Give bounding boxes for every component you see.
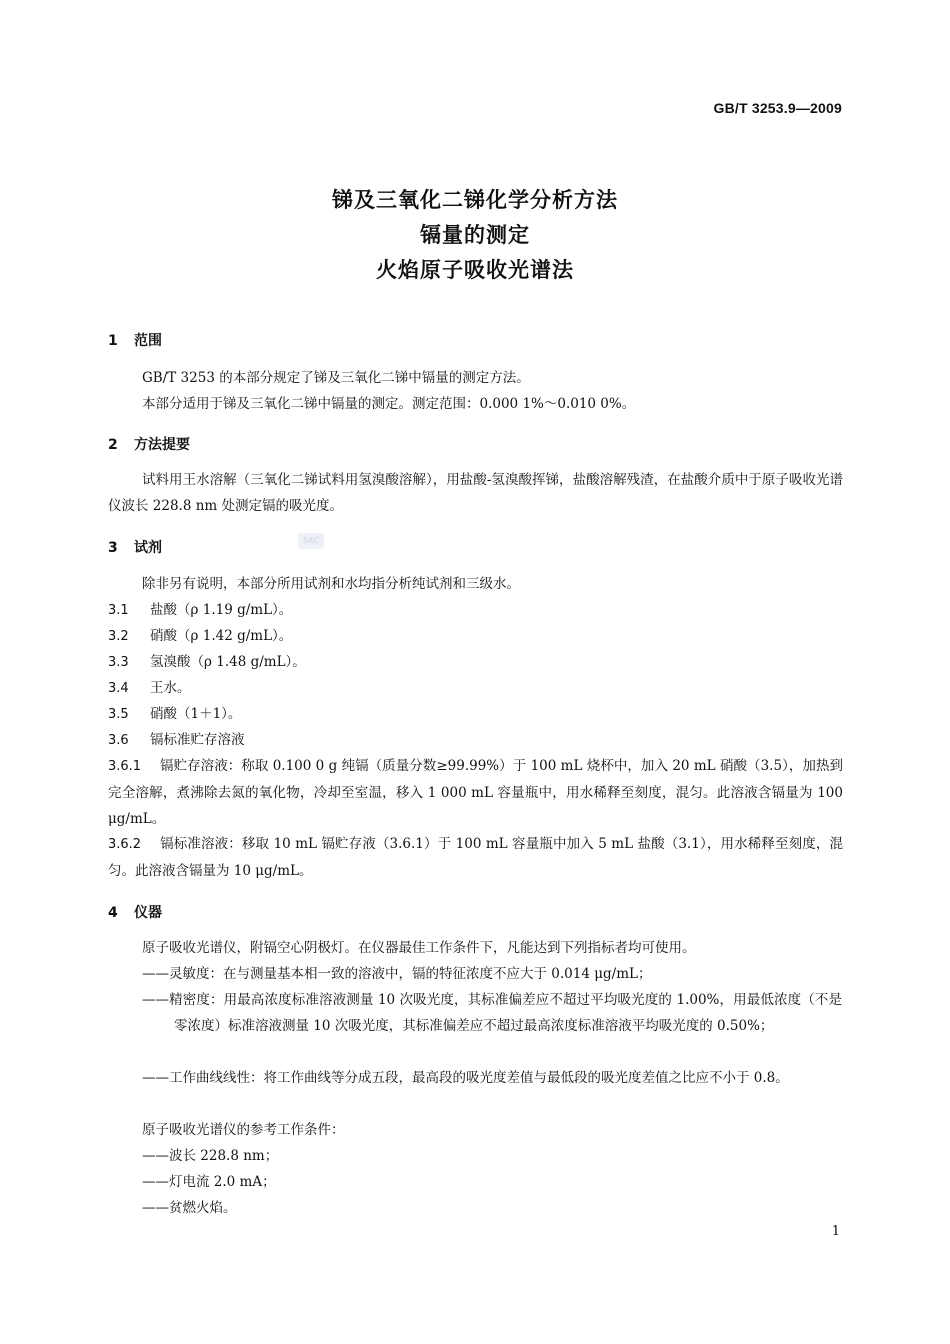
section-4-heading — [108, 902, 162, 922]
section-title: 方法提要 — [134, 437, 190, 453]
item-text: 镉标准贮存溶液 — [150, 732, 245, 748]
page-number: 1 — [831, 1224, 840, 1239]
section-1-heading — [108, 330, 162, 350]
item-number: 3.3 — [108, 655, 129, 670]
item-number: 3.6 — [108, 733, 129, 748]
document-title-line-1: 锑及三氧化二锑化学分析方法 — [332, 188, 618, 212]
item-text: 王水。 — [150, 680, 191, 696]
standard-code: GB/T 3253.9—2009 — [713, 100, 842, 116]
reagent-item — [108, 675, 191, 702]
section-number: 3 — [108, 540, 118, 556]
item-number: 3.2 — [108, 629, 129, 644]
section-3-paragraph: 除非另有说明，本部分所用试剂和水均指分析纯试剂和三级水。 — [142, 576, 520, 592]
item-text: 镉标准溶液：移取 10 mL 镉贮存液（3.6.1）于 100 mL 容量瓶中加入 5 mL 盐酸（3.1），用水稀释至刻度，混匀。此溶液含镉量为 10 μg/mL。 — [108, 836, 843, 879]
item-text: 镉贮存溶液：称取 0.100 0 g 纯镉（质量分数≥99.99%）于 100 mL 烧杯中，加入 20 mL 硝酸（3.5），加热到完全溶解，煮沸除去氮的氧化物，冷却至室温，移入 1 000 mL 容量瓶中，用水稀释至刻度，混匀。此溶液含镉量为 100 μg/mL。 — [108, 758, 843, 827]
spec-text: ——灵敏度：在与测量基本相一致的溶液中，镉的特征浓度不应大于 0.014 μg/mL； — [142, 966, 652, 982]
item-number: 3.1 — [108, 603, 129, 618]
section-4-paragraph-2: 原子吸收光谱仪的参考工作条件： — [142, 1122, 345, 1138]
reagent-item — [108, 623, 292, 650]
condition-lamp-current: ——灯电流 2.0 mA； — [142, 1174, 276, 1190]
section-number: 2 — [108, 437, 118, 453]
section-2-heading — [108, 434, 190, 454]
section-3-heading — [108, 537, 162, 557]
item-number: 3.6.2 — [108, 837, 142, 852]
reagent-item — [108, 727, 245, 754]
section-2-paragraph: 试料用王水溶解（三氧化二锑试料用氢溴酸溶解），用盐酸-氢溴酸挥锑，盐酸溶解残渣，在盐酸介质中于原子吸收光谱仪波长 228.8 nm 处测定镉的吸光度。 — [108, 472, 843, 514]
reagent-item — [108, 649, 306, 676]
spec-text: ——工作曲线线性：将工作曲线等分成五段，最高段的吸光度差值与最低段的吸光度差值之比应不小于 0.8。 — [142, 1070, 789, 1086]
reagent-item-3-6-2 — [108, 831, 843, 884]
spec-sensitivity — [142, 961, 842, 987]
reagent-item — [108, 701, 241, 728]
section-4-paragraph-1: 原子吸收光谱仪，附镉空心阴极灯。在仪器最佳工作条件下，凡能达到下列指标者均可使用。 — [142, 940, 696, 956]
condition-wavelength: ——波长 228.8 nm； — [142, 1148, 279, 1164]
document-title-line-3: 火焰原子吸收光谱法 — [376, 258, 574, 282]
reagent-item-3-6-1 — [108, 753, 843, 832]
section-number: 1 — [108, 333, 118, 349]
sac-watermark: SAC — [298, 533, 324, 549]
section-title: 仪器 — [134, 905, 162, 921]
spec-text: ——精密度：用最高浓度标准溶液测量 10 次吸光度，其标准偏差应不超过平均吸光度的 1.00%，用最低浓度（不是零浓度）标准溶液测量 10 次吸光度，其标准偏差应不超过最高浓度标准溶液平均吸光度的 0.50%； — [142, 992, 842, 1034]
section-1-paragraph-2: 本部分适用于锑及三氧化二锑中镉量的测定。测定范围：0.000 1%～0.010 0%。 — [142, 396, 636, 412]
spec-precision — [142, 987, 842, 1039]
item-text: 盐酸（ρ 1.19 g/mL）。 — [150, 602, 293, 618]
section-title: 试剂 — [134, 540, 162, 556]
item-text: 硝酸（1＋1）。 — [150, 706, 242, 722]
condition-flame: ——贫燃火焰。 — [142, 1200, 237, 1216]
reagent-item — [108, 597, 292, 624]
item-number: 3.6.1 — [108, 759, 142, 774]
document-title-line-2: 镉量的测定 — [420, 223, 530, 247]
spec-linearity — [142, 1065, 842, 1091]
item-text: 氢溴酸（ρ 1.48 g/mL）。 — [150, 654, 306, 670]
section-1-paragraph-1: GB/T 3253 的本部分规定了锑及三氧化二锑中镉量的测定方法。 — [142, 370, 530, 386]
section-title: 范围 — [134, 333, 162, 349]
item-number: 3.4 — [108, 681, 129, 696]
item-text: 硝酸（ρ 1.42 g/mL）。 — [150, 628, 293, 644]
item-number: 3.5 — [108, 707, 129, 722]
section-number: 4 — [108, 905, 118, 921]
